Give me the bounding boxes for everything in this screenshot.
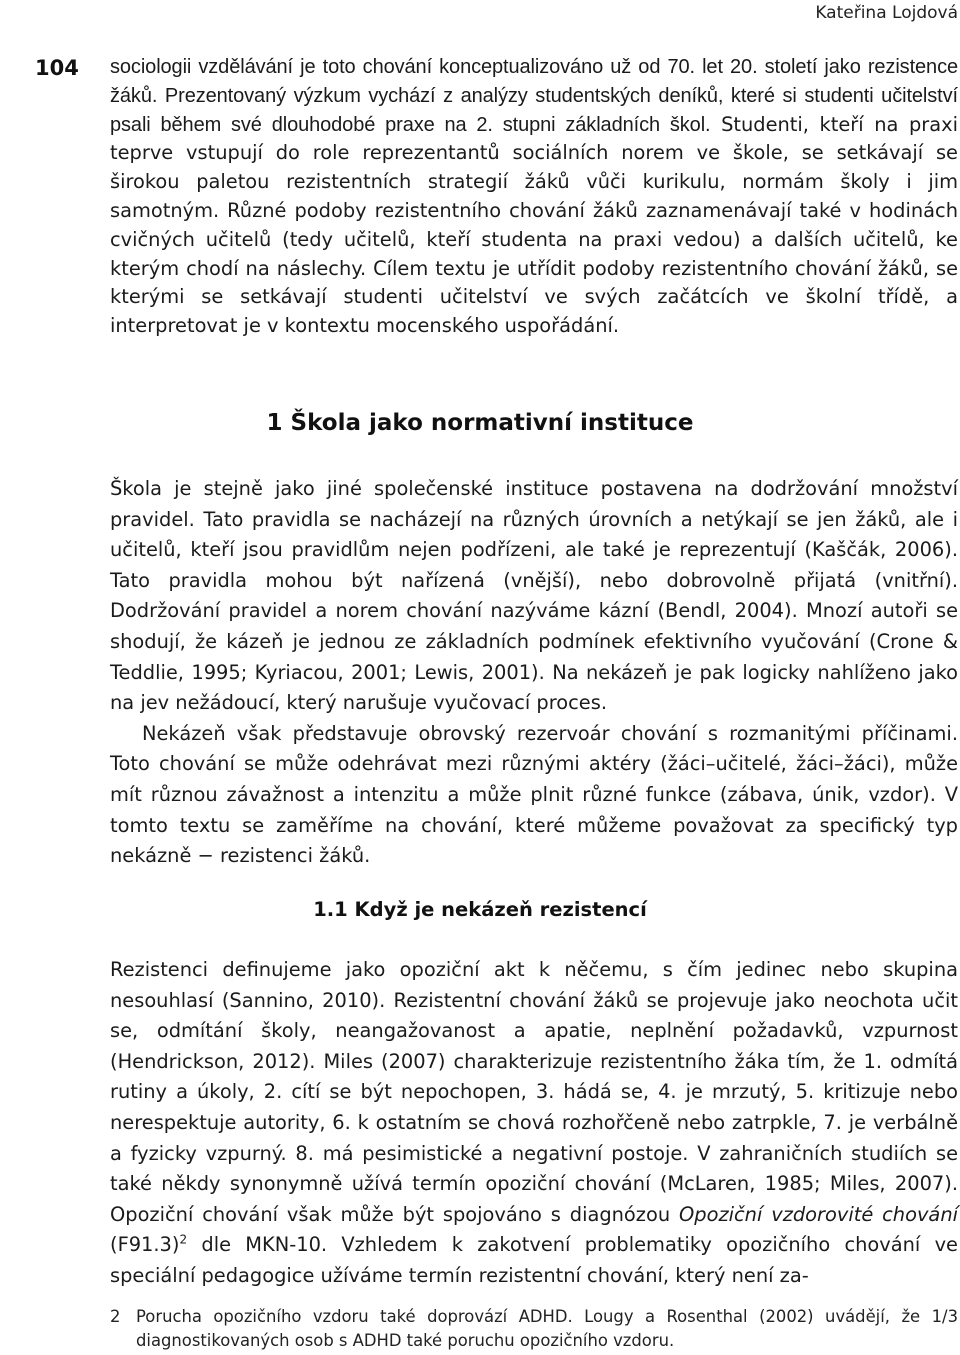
section-heading-1: 1 Škola jako normativní instituce — [266, 410, 694, 436]
section-1-1-paragraph — [110, 955, 958, 1292]
section-heading-1-1: 1.1 Když je nekázeň rezistencí — [313, 898, 647, 921]
intro-paragraph-part1: sociologii vzdělávání je toto chování konceptualizováno už od 70. let 20. století jako rezistence žáků. Prezentovaný výzkum vychází z analýzy studentských deníků, které si studenti učitelství psali během své dlouhodobé praxe na 2. stupni základních škol. — [110, 56, 958, 136]
section-1-paragraph-2: Nekázeň však představuje obrovský rezervoár chování s rozmanitými příčinami. Toto chování se může odehrávat mezi různými aktéry (žáci–učitelé, žáci–žáci), může mít různou závažnost a intenzitu a může plnit různé funkce (zábava, únik, vzdor). V tomto textu se zaměříme na chování, které můžeme považovat za specifický typ nekázně − rezistenci žáků. — [110, 721, 958, 868]
section-1-1-text-before-italic: Rezistenci definujeme jako opoziční akt k něčemu, s čím jedinec nebo skupina nesouhlasí (Sannino, 2010). Rezistentní chování žáků se projevuje jako neochota učit se, odmítání školy, neangažovanost a apatie, neplnění požadavků, vzpurnost (Hendrickson, 2012). Miles (2007) charakterizuje rezistentního žáka tím, že 1. odmítá rutiny a úkoly, 2. cítí se být nepochopen, 3. hádá se, 4. je mrzutý, 5. kritizuje nebo nerespektuje autority, 6. k ostatním se chová rozhořčeně nebo zatrpkle, 7. je verbálně a fyzicky vzpurný. 8. má pesimistické a negativní postoje. V zahraničních studiích se také někdy synonymně užívá termín opoziční chování (McLaren, 1985; Miles, 2007). Opoziční chování však může být spojováno s diagnózou — [110, 958, 958, 1226]
section-1-1-text-after-italic: (F91.3) — [110, 1233, 180, 1257]
intro-paragraph-part2: Studenti, kteří na praxi teprve vstupují do role reprezentantů sociálních norem ve škole, se setkávají se širokou paletou rezistentních strategií žáků vůči kurikulu, normám školy i jim samotným. Různé podoby rezistentního chování žáků zaznamenávají také v hodinách cvičných učitelů (tedy učitelů, kteří studenta na praxi vedou) a dalších učitelů, ke kterým chodí na náslechy. Cílem textu je utřídit podoby rezistentního chování žáků, se kterými se setkávají studenti učitelství ve svých začátcích ve školní třídě, a interpretovat je v kontextu mocenského uspořádání. — [110, 112, 958, 338]
footnote-mark: 2 — [110, 1307, 121, 1326]
section-1-paragraph-1: Škola je stejně jako jiné společenské instituce postavena na dodržování množství pravidel. Tato pravidla se nacházejí na různých úrovních a netýkají se jen žáků, ale i učitelů, kteří jsou pravidlům nejen podřízeni, ale také je reprezentují (Kaščák, 2006). Tato pravidla mohou být nařízená (vnější), nebo dobrovolně přijatá (vnitřní). Dodržování pravidel a norem chování nazýváme kázní (Bendl, 2004). Mnozí autoři se shodují, že kázeň je jednou ze základních podmínek efektivního vyučování (Crone & Teddlie, 1995; Kyriacou, 2001; Lewis, 2001). Na nekázeň je pak logicky nahlíženo jako na jev nežádoucí, který narušuje vyučovací proces. — [110, 477, 958, 715]
footnote — [110, 1305, 958, 1352]
section-1-1-text-end: dle MKN-10. Vzhledem k zakotvení problematiky opozičního chování ve speciální pedagogice užíváme termín rezistentní chování, který není za- — [110, 1233, 958, 1287]
footnote-reference[interactable]: 2 — [179, 1232, 188, 1247]
running-header-author: Kateřina Lojdová — [815, 3, 958, 23]
footnote-text: Porucha opozičního vzdoru také doprovází ADHD. Lougy a Rosenthal (2002) uvádějí, že 1/3 diagnostikovaných osob s ADHD také poruchu opozičního vzdoru. — [136, 1307, 958, 1350]
section-1-body — [110, 474, 958, 872]
italic-diagnosis-term: Opoziční vzdorovité chování — [679, 1202, 958, 1226]
page-number: 104 — [35, 56, 79, 80]
section-1-1-body — [110, 955, 958, 1292]
intro-paragraph — [110, 53, 958, 341]
